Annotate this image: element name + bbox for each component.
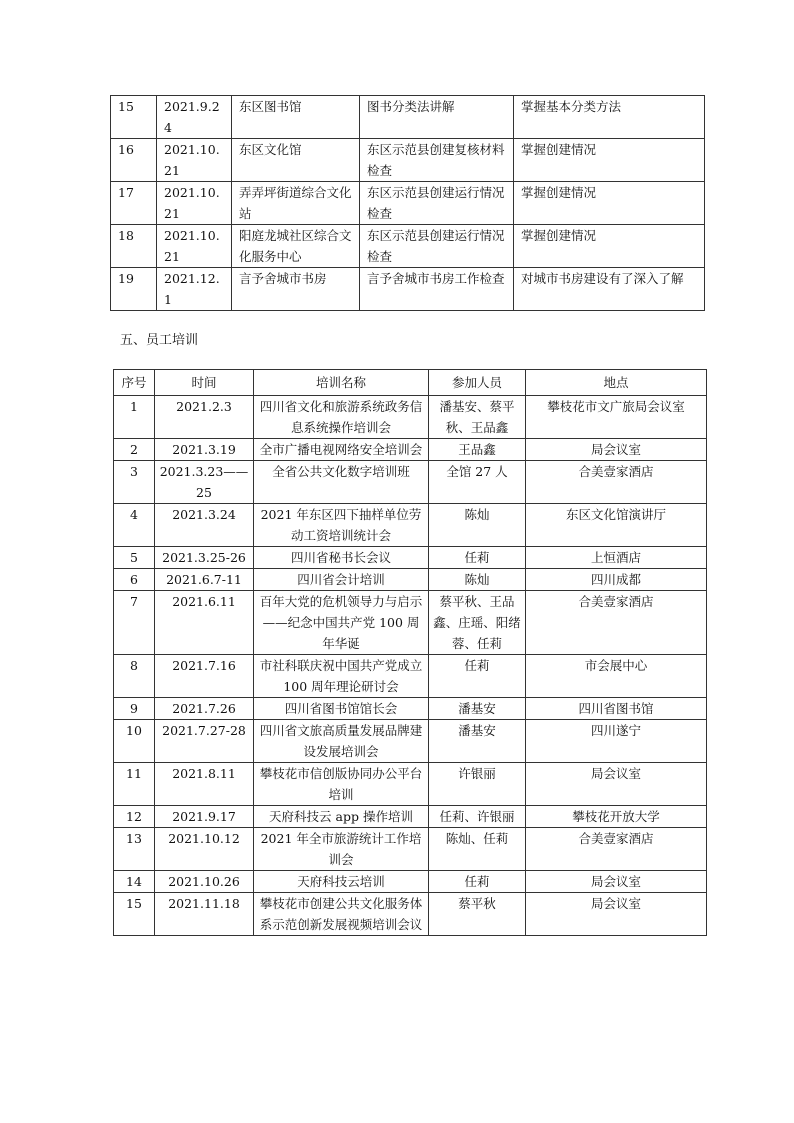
table-row (114, 547, 707, 569)
table-row (114, 828, 707, 871)
header-participants: 参加人员 (429, 370, 526, 396)
cell-index: 10 (114, 720, 155, 763)
cell-location: 四川省图书馆 (526, 698, 707, 720)
cell-time: 2021.3.23——25 (155, 461, 254, 504)
cell-training-name: 四川省文旅高质量发展品牌建设发展培训会 (254, 720, 429, 763)
cell-time: 2021.2.3 (155, 396, 254, 439)
table-row (114, 763, 707, 806)
cell-location: 局会议室 (526, 439, 707, 461)
cell-training-name: 四川省会计培训 (254, 569, 429, 591)
cell-content: 东区示范县创建运行情况检查 (360, 182, 514, 225)
cell-participants: 任莉 (429, 547, 526, 569)
table-row (111, 268, 705, 311)
header-index: 序号 (114, 370, 155, 396)
inspection-table-body (111, 96, 705, 311)
cell-time: 2021.9.17 (155, 806, 254, 828)
cell-index: 11 (114, 763, 155, 806)
cell-time: 2021.11.18 (155, 893, 254, 936)
table-row (111, 225, 705, 268)
cell-participants: 潘基安 (429, 698, 526, 720)
cell-training-name: 攀枝花市创建公共文化服务体系示范创新发展视频培训会议 (254, 893, 429, 936)
cell-participants: 陈灿、任莉 (429, 828, 526, 871)
cell-index: 9 (114, 698, 155, 720)
table-row (114, 893, 707, 936)
cell-index: 18 (111, 225, 157, 268)
cell-location: 攀枝花开放大学 (526, 806, 707, 828)
cell-location: 局会议室 (526, 871, 707, 893)
cell-result: 对城市书房建设有了深入了解 (514, 268, 705, 311)
cell-time: 2021.3.25-26 (155, 547, 254, 569)
cell-time: 2021.10.26 (155, 871, 254, 893)
cell-training-name: 四川省文化和旅游系统政务信息系统操作培训会 (254, 396, 429, 439)
table-row (114, 591, 707, 655)
cell-venue: 阳庭龙城社区综合文化服务中心 (232, 225, 360, 268)
header-training-name: 培训名称 (254, 370, 429, 396)
cell-content: 东区示范县创建运行情况检查 (360, 225, 514, 268)
cell-location: 合美壹家酒店 (526, 591, 707, 655)
cell-participants: 陈灿 (429, 569, 526, 591)
header-location: 地点 (526, 370, 707, 396)
table-row (114, 655, 707, 698)
cell-venue: 言予舍城市书房 (232, 268, 360, 311)
cell-training-name: 天府科技云培训 (254, 871, 429, 893)
cell-location: 局会议室 (526, 893, 707, 936)
cell-participants: 任莉、许银丽 (429, 806, 526, 828)
cell-participants: 任莉 (429, 871, 526, 893)
cell-content: 东区示范县创建复核材料检查 (360, 139, 514, 182)
cell-location: 攀枝花市文广旅局会议室 (526, 396, 707, 439)
table-row (114, 698, 707, 720)
table-row (114, 720, 707, 763)
cell-venue: 东区图书馆 (232, 96, 360, 139)
cell-location: 合美壹家酒店 (526, 461, 707, 504)
cell-location: 东区文化馆演讲厅 (526, 504, 707, 547)
cell-time: 2021.8.11 (155, 763, 254, 806)
table-row (111, 139, 705, 182)
cell-index: 15 (114, 893, 155, 936)
table-row (114, 396, 707, 439)
table-row (111, 96, 705, 139)
cell-location: 合美壹家酒店 (526, 828, 707, 871)
cell-participants: 任莉 (429, 655, 526, 698)
cell-content: 图书分类法讲解 (360, 96, 514, 139)
table-row (114, 871, 707, 893)
cell-date: 2021.10.21 (157, 139, 232, 182)
cell-index: 14 (114, 871, 155, 893)
cell-participants: 许银丽 (429, 763, 526, 806)
cell-time: 2021.3.24 (155, 504, 254, 547)
cell-participants: 陈灿 (429, 504, 526, 547)
cell-index: 2 (114, 439, 155, 461)
training-header-row (114, 370, 707, 396)
cell-venue: 弄弄坪街道综合文化站 (232, 182, 360, 225)
cell-result: 掌握创建情况 (514, 139, 705, 182)
cell-index: 16 (111, 139, 157, 182)
cell-training-name: 2021 年全市旅游统计工作培训会 (254, 828, 429, 871)
cell-result: 掌握创建情况 (514, 182, 705, 225)
cell-training-name: 四川省秘书长会议 (254, 547, 429, 569)
cell-time: 2021.6.7-11 (155, 569, 254, 591)
table-row (114, 806, 707, 828)
cell-index: 5 (114, 547, 155, 569)
cell-time: 2021.7.27-28 (155, 720, 254, 763)
table-row (114, 461, 707, 504)
inspection-table (110, 95, 705, 311)
cell-result: 掌握基本分类方法 (514, 96, 705, 139)
cell-time: 2021.6.11 (155, 591, 254, 655)
cell-content: 言予舍城市书房工作检查 (360, 268, 514, 311)
cell-index: 15 (111, 96, 157, 139)
cell-index: 13 (114, 828, 155, 871)
cell-time: 2021.7.26 (155, 698, 254, 720)
cell-training-name: 天府科技云 app 操作培训 (254, 806, 429, 828)
cell-index: 8 (114, 655, 155, 698)
cell-index: 6 (114, 569, 155, 591)
cell-location: 四川成都 (526, 569, 707, 591)
cell-result: 掌握创建情况 (514, 225, 705, 268)
cell-participants: 王品鑫 (429, 439, 526, 461)
cell-time: 2021.10.12 (155, 828, 254, 871)
cell-venue: 东区文化馆 (232, 139, 360, 182)
cell-index: 3 (114, 461, 155, 504)
training-table (113, 369, 707, 936)
cell-index: 4 (114, 504, 155, 547)
cell-time: 2021.3.19 (155, 439, 254, 461)
table-row (114, 439, 707, 461)
cell-time: 2021.7.16 (155, 655, 254, 698)
cell-date: 2021.10.21 (157, 225, 232, 268)
cell-index: 12 (114, 806, 155, 828)
cell-training-name: 2021 年东区四下抽样单位劳动工资培训统计会 (254, 504, 429, 547)
cell-date: 2021.9.24 (157, 96, 232, 139)
cell-training-name: 市社科联庆祝中国共产党成立 100 周年理论研讨会 (254, 655, 429, 698)
cell-participants: 全馆 27 人 (429, 461, 526, 504)
cell-training-name: 四川省图书馆馆长会 (254, 698, 429, 720)
cell-participants: 蔡平秋、王品鑫、庄瑶、阳绪蓉、任莉 (429, 591, 526, 655)
table-row (111, 182, 705, 225)
cell-training-name: 百年大党的危机领导力与启示——纪念中国共产党 100 周年华诞 (254, 591, 429, 655)
cell-location: 市会展中心 (526, 655, 707, 698)
training-table-body (114, 396, 707, 936)
cell-location: 四川遂宁 (526, 720, 707, 763)
cell-training-name: 攀枝花市信创版协同办公平台培训 (254, 763, 429, 806)
cell-index: 7 (114, 591, 155, 655)
cell-training-name: 全省公共文化数字培训班 (254, 461, 429, 504)
header-time: 时间 (155, 370, 254, 396)
cell-participants: 蔡平秋 (429, 893, 526, 936)
cell-index: 19 (111, 268, 157, 311)
cell-location: 上恒酒店 (526, 547, 707, 569)
cell-index: 1 (114, 396, 155, 439)
section-title: 五、员工培训 (120, 333, 199, 348)
table-row (114, 504, 707, 547)
cell-training-name: 全市广播电视网络安全培训会 (254, 439, 429, 461)
cell-date: 2021.12.1 (157, 268, 232, 311)
cell-date: 2021.10.21 (157, 182, 232, 225)
table-row (114, 569, 707, 591)
cell-location: 局会议室 (526, 763, 707, 806)
cell-participants: 潘基安、蔡平秋、王品鑫 (429, 396, 526, 439)
cell-index: 17 (111, 182, 157, 225)
cell-participants: 潘基安 (429, 720, 526, 763)
